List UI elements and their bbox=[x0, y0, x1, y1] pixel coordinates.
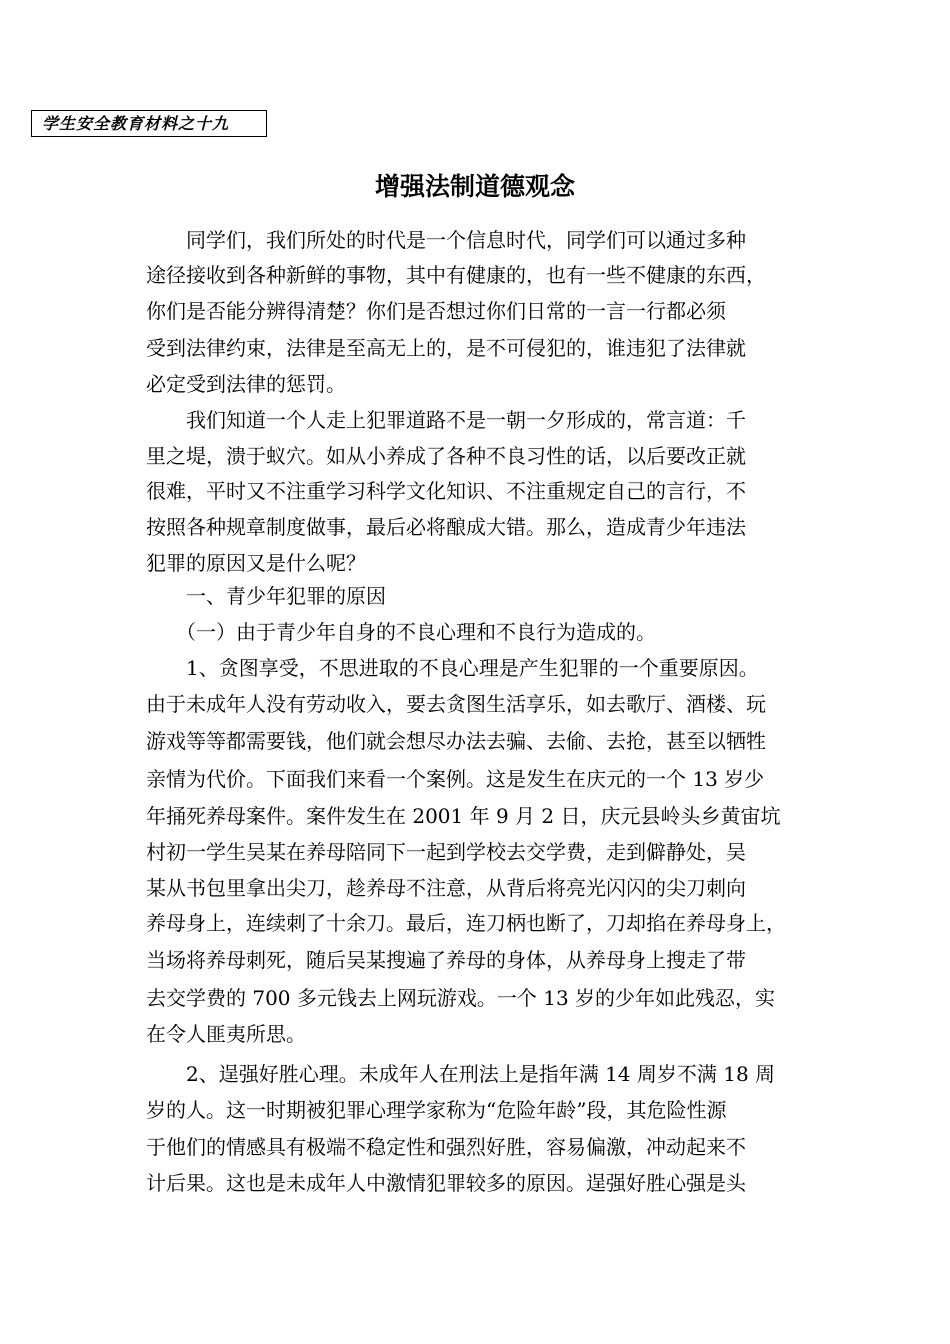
paragraph-line: 途径接收到各种新鲜的事物，其中有健康的，也有一些不健康的东西， bbox=[146, 263, 766, 287]
paragraph-line: 同学们，我们所处的时代是一个信息时代，同学们可以通过多种 bbox=[146, 228, 746, 252]
paragraph-line: 于他们的情感具有极端不稳定性和强烈好胜，容易偏激，冲动起来不 bbox=[146, 1135, 746, 1159]
paragraph-line: 必定受到法律的惩罚。 bbox=[146, 372, 346, 396]
paragraph-line: 你们是否能分辨得清楚？你们是否想过你们日常的一言一行都必须 bbox=[146, 299, 726, 323]
section-heading: 一、青少年犯罪的原因 bbox=[146, 584, 386, 608]
paragraph-line: 去交学费的 700 多元钱去上网玩游戏。一个 13 岁的少年如此残忍，实 bbox=[146, 986, 776, 1010]
paragraph-line: 里之堤，溃于蚁穴。如从小养成了各种不良习性的话，以后要改正就 bbox=[146, 444, 746, 468]
paragraph-line: 某从书包里拿出尖刀，趁养母不注意，从背后将亮光闪闪的尖刀刺向 bbox=[146, 876, 746, 900]
paragraph-line: 村初一学生吴某在养母陪同下一起到学校去交学费，走到僻静处，吴 bbox=[146, 840, 746, 864]
paragraph-line: 2、逞强好胜心理。未成年人在刑法上是指年满 14 周岁不满 18 周 bbox=[146, 1062, 776, 1086]
paragraph-line: 由于未成年人没有劳动收入，要去贪图生活享乐，如去歌厅、酒楼、玩 bbox=[146, 692, 766, 716]
page-title: 增强法制道德观念 bbox=[374, 172, 575, 201]
paragraph-line: 我们知道一个人走上犯罪道路不是一朝一夕形成的，常言道：千 bbox=[146, 408, 746, 432]
paragraph-line: 养母身上，连续刺了十余刀。最后，连刀柄也断了，刀却掐在养母身上， bbox=[146, 911, 786, 935]
paragraph-line: 在令人匪夷所思。 bbox=[146, 1022, 306, 1046]
material-tag: 学生安全教育材料之十九 bbox=[31, 110, 267, 137]
paragraph-line: 亲情为代价。下面我们来看一个案例。这是发生在庆元的一个 13 岁少 bbox=[146, 767, 765, 791]
paragraph-line: 当场将养母刺死，随后吴某搜遍了养母的身体，从养母身上搜走了带 bbox=[146, 948, 746, 972]
paragraph-line: 岁的人。这一时期被犯罪心理学家称为“危险年龄”段，其危险性源 bbox=[146, 1098, 727, 1122]
subsection-heading: （一）由于青少年自身的不良心理和不良行为造成的。 bbox=[146, 620, 656, 644]
paragraph-line: 很难，平时又不注重学习科学文化知识、不注重规定自己的言行，不 bbox=[146, 479, 746, 503]
paragraph-line: 游戏等等都需要钱，他们就会想尽办法去骗、去偷、去抢，甚至以牺牲 bbox=[146, 729, 766, 753]
paragraph-line: 按照各种规章制度做事，最后必将酿成大错。那么，造成青少年违法 bbox=[146, 515, 746, 539]
paragraph-line: 1、贪图享受，不思进取的不良心理是产生犯罪的一个重要原因。 bbox=[146, 656, 759, 680]
paragraph-line: 犯罪的原因又是什么呢？ bbox=[146, 551, 366, 575]
paragraph-line: 计后果。这也是未成年人中激情犯罪较多的原因。逞强好胜心强是头 bbox=[146, 1171, 746, 1195]
paragraph-line: 受到法律约束，法律是至高无上的，是不可侵犯的，谁违犯了法律就 bbox=[146, 336, 746, 360]
paragraph-line: 年捅死养母案件。案件发生在 2001 年 9 月 2 日，庆元县岭头乡黄宙坑 bbox=[146, 804, 781, 828]
